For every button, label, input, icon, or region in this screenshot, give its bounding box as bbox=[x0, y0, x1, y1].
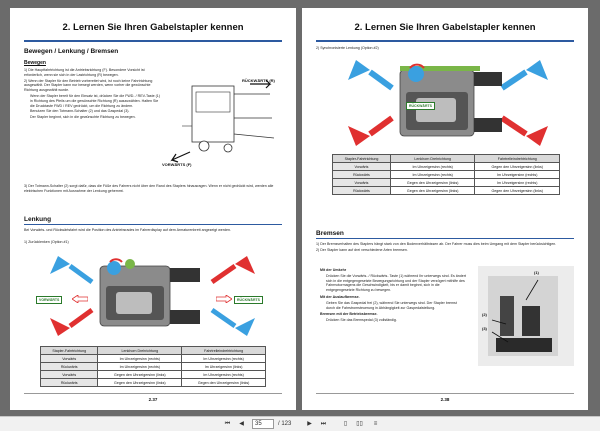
callout-2: (2) bbox=[482, 312, 487, 317]
table-row: Vorwärts Gegen den Uhrzeigersinn (links) Im Uhrzeigersinn (rechts) bbox=[333, 179, 560, 187]
label-forward: VORWÄRTS (F) bbox=[162, 162, 192, 167]
table-header: Stapler-Fahrtrichtung bbox=[41, 347, 98, 355]
table-header: Fahrtrelleindrehtrichtung bbox=[182, 347, 266, 355]
forklift-illustration bbox=[162, 76, 282, 168]
first-page-button[interactable]: ⏮ bbox=[224, 421, 231, 427]
table-header: Lenkhorn Drehrichtung bbox=[390, 155, 475, 163]
page-number: 2.37 bbox=[148, 397, 158, 402]
body-text: Bei Vorwärts- und Rückwärtsfahrt wird die Position des Antriebsrades im Fahrerdisplay auf dem Armaturenbrett angezeigt werden. bbox=[24, 228, 231, 232]
viewer-toolbar bbox=[0, 416, 600, 431]
callout-3: (3) bbox=[482, 326, 487, 331]
steering-table bbox=[332, 154, 560, 195]
last-page-button[interactable]: ⏭ bbox=[320, 421, 327, 427]
scroll-view-icon[interactable]: ≡ bbox=[373, 421, 378, 427]
section-heading: Bremsen bbox=[316, 230, 344, 237]
body-text: 2) Synchronisierte Lenkung (Option #2) bbox=[316, 46, 379, 50]
title-rule bbox=[316, 40, 574, 42]
page-2-38 bbox=[302, 8, 588, 410]
section-heading: Bewegen / Lenkung / Bremsen bbox=[24, 48, 119, 55]
body-text: 3) Der Totmann-Schalter (2) sorgt dafür, dass die Füße des Fahrers nicht über den Rand des Staplers hinausragen. Wenn er nicht gedrückt wird, werden alle elektrischen Funktionen mit Ausnahme der Lenkung gehemmt. bbox=[24, 184, 274, 193]
arrow-left-icon bbox=[72, 295, 88, 303]
reverse-button-label: RÜCKWÄRTS bbox=[406, 102, 435, 110]
callout-1: (1) bbox=[534, 270, 539, 275]
arrow-right-icon bbox=[216, 295, 232, 303]
table-row: Vorwärts Gegen den Uhrzeigersinn (links) Im Uhrzeigersinn (rechts) bbox=[41, 371, 266, 379]
table-header: Stapler-Fahrtrichtung bbox=[333, 155, 391, 163]
page-title: 2. Lernen Sie Ihren Gabelstapler kennen bbox=[354, 22, 536, 33]
page-title: 2. Lernen Sie Ihren Gabelstapler kennen bbox=[62, 22, 244, 33]
footer-rule bbox=[24, 393, 282, 394]
braking-methods: Mit der Umkehr Drücken Sie die Vorwärts- / Rückwärts- Taste (1) während Ihr unterwegs sind. Es ändert sich in die entgegengesetzte Bewegungsrichtung und der Stapler verzögert mithilfe des Fahrmotormagens die Geschwindigkeit, bis er damit beginnt, sich in die entgegengesetzte Richtung zu bewegen. Mit der Auslaufbremse. Geben Sie das Gaspedal frei (2), während Sie unterwegs sind. Der Stapler bremst durch die Fahrstromsteuerung in Abhängigkeit zur Gaspedalstellung. Bremsen mit der Betriebsbremse. Drücken Sie das Bremspedal (3) vollständig. bbox=[320, 268, 466, 323]
steering-table bbox=[40, 346, 266, 387]
pedal-photo bbox=[478, 266, 574, 366]
table-row: Vorwärts Im Uhrzeigersinn (rechts) Gegen den Uhrzeigersinn (links) bbox=[333, 163, 560, 171]
forward-button-label: VORWÄRTS bbox=[36, 296, 62, 304]
section-rule bbox=[24, 224, 282, 225]
table-row: Rückwärts Im Uhrzeigersinn (rechts) Im Uhrzeigersinn (links) bbox=[41, 363, 266, 371]
next-page-button[interactable]: ▶ bbox=[307, 421, 312, 427]
table-row: Rückwärts Im Uhrzeigersinn (rechts) Im Uhrzeigersinn (rechts) bbox=[333, 171, 560, 179]
reverse-button-label: RÜCKWÄRTS bbox=[234, 296, 263, 304]
page-number-input[interactable]: 35 bbox=[252, 419, 274, 429]
label-reverse: RÜCKWÄRTS (R) bbox=[242, 78, 275, 83]
footer-rule bbox=[316, 393, 574, 394]
two-page-view-icon[interactable]: ▯▯ bbox=[356, 421, 363, 427]
single-page-view-icon[interactable]: ▯ bbox=[343, 421, 348, 427]
title-rule bbox=[24, 40, 282, 42]
table-row: Rückwärts Gegen den Uhrzeigersinn (links) Gegen den Uhrzeigersinn (links) bbox=[41, 379, 266, 387]
section-heading: Lenkung bbox=[24, 216, 52, 223]
body-text: 1) Die Hauptfahrtrichtung ist die Antriebsrichtung (F). Besondere Vorsicht ist erforderlich, wenn sie sich in der Lastrichtung (R) bewegen. 2) Wenn der Stapler für den Betrieb vorbereitet wird, ist noch keine Fahrtrichtung ausgewählt. Der Stapler kann nur bewegt werden, wenn vorher die gewünschte Richtung ausgewählt wurde. Wenn der Stapler bereit für den Einsatz ist, drücken Sie die FWD- / REV-Taste (1) in Richtung des Pfeils um die gewünschte Richtung (R) auszuwählen. Halten Sie die Drucktaste FWD / REV gedrückt, um die Richtung zu ändern. Benutzen Sie den Totmann-Schalter (2) und das Gaspedal (3). Der Stapler beginnt, sich in die gewünschte Richtung zu bewegen. bbox=[24, 68, 160, 120]
body-text: 1) Der Bremsverhalten des Staplers hängt stark von den Bodenverhältnissen ab. Der Fahrer muss dies beim Umgang mit dem Stapler berücksichtigen. 2) Der Stapler kann auf drei verschiedene Arten bremsen. bbox=[316, 242, 557, 252]
table-header: Fahrtrelleindrehtrichtung bbox=[475, 155, 560, 163]
table-row: Rückwärts Gegen den Uhrzeigersinn (links) Gegen den Uhrzeigersinn (links) bbox=[333, 187, 560, 195]
section-rule bbox=[316, 238, 574, 239]
synchronized-steering-diagram bbox=[330, 56, 558, 150]
prev-page-button[interactable]: ◀ bbox=[239, 421, 244, 427]
subheading: Bewegen bbox=[24, 60, 46, 66]
page-2-37 bbox=[10, 8, 296, 410]
table-header: Lenkhorn Drehrichtung bbox=[98, 347, 182, 355]
table-row: Vorwärts Im Uhrzeigersinn (rechts) Im Uhrzeigersinn (rechts) bbox=[41, 355, 266, 363]
page-number: 2.38 bbox=[440, 397, 450, 402]
body-text: 1) Zurücklenken (Option #1) bbox=[24, 240, 69, 244]
page-total: / 123 bbox=[278, 421, 292, 427]
